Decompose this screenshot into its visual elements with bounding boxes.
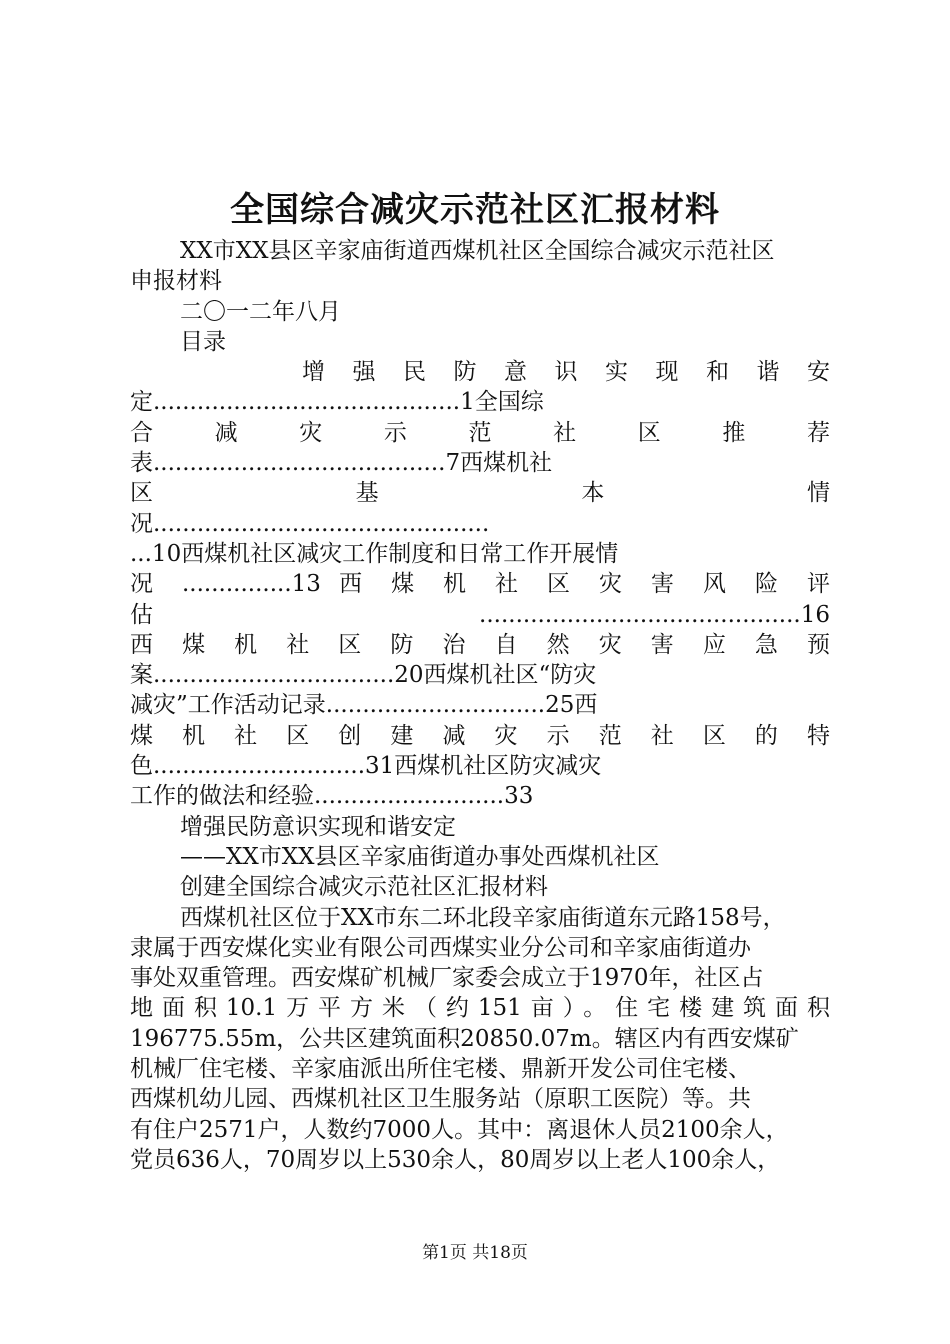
paragraph-line: 地面积10.1万平方米（约151亩）。住宅楼建筑面积 [130, 995, 830, 1022]
paragraph-line: 西煤机幼儿园、西煤机社区卫生服务站（原职工医院）等。共 [130, 1086, 751, 1113]
toc-line: 区 基 本 情 [130, 480, 830, 507]
section-subheading: ——XX市XX县区辛家庙街道办事处西煤机社区 [180, 843, 660, 870]
toc-line: 案.................................20西煤机社区“防灾 [130, 662, 597, 689]
document-title: 全国综合减灾示范社区汇报材料 [230, 190, 720, 230]
paragraph-line: 事处双重管理。西安煤矿机械厂家委会成立于1970年，社区占 [130, 965, 764, 992]
toc-line: 况.............................................. [130, 510, 490, 537]
paragraph-line: 党员636人，70周岁以上530余人，80周岁以上老人100余人， [130, 1146, 781, 1173]
text-line: XX市XX县区辛家庙街道西煤机社区全国综合减灾示范社区 [180, 238, 775, 264]
paragraph-line: 西煤机社区位于XX市东二环北段辛家庙街道东元路158号， [180, 904, 786, 931]
section-subheading: 创建全国综合减灾示范社区汇报材料 [180, 874, 548, 901]
paragraph-line: 有住户2571户，人数约7000人。其中：离退休人员2100余人， [130, 1116, 789, 1143]
toc-line: 西 煤 机 社 区 防 治 自 然 灾 害 应 急 预 [130, 631, 830, 658]
page-footer: 第1页 共18页 [422, 1243, 528, 1263]
toc-line: 合 减 灾 示 范 社 区 推 荐 [130, 419, 830, 446]
toc-line: 工作的做法和经验..........................33 [130, 783, 534, 810]
paragraph-line: 196775.55m，公共区建筑面积20850.07m。辖区内有西安煤矿 [130, 1025, 799, 1052]
document-body [130, 236, 830, 1175]
section-heading: 增强民防意识实现和谐安定 [180, 813, 456, 840]
paragraph-line: 机械厂住宅楼、辛家庙派出所住宅楼、鼎新开发公司住宅楼、 [130, 1056, 751, 1083]
toc-line: 增 强 民 防 意 识 实 现 和 谐 安 [302, 359, 830, 386]
toc-line: 煤 机 社 区 创 建 减 灾 示 范 社 区 的 特 [130, 722, 830, 749]
text-line: 二〇一二年八月 [180, 298, 341, 325]
toc-line: ...10西煤机社区减灾工作制度和日常工作开展情 [130, 540, 619, 567]
toc-line: 减灾”工作活动记录..............................25西 [130, 692, 598, 719]
paragraph-line: 隶属于西安煤化实业有限公司西煤实业分公司和辛家庙街道办 [130, 934, 751, 961]
text-line: 申报材料 [130, 268, 222, 295]
toc-line: 定..........................................1全国综 [130, 389, 544, 416]
text-line: 目录 [180, 328, 226, 355]
toc-line: 表........................................7西煤机社 [130, 450, 553, 477]
toc-line: 估 ............................................16 [130, 601, 830, 628]
toc-line: 况 ...............13 西 煤 机 社 区 灾 害 风 险 评 [130, 571, 830, 598]
toc-line: 色.............................31西煤机社区防灾减灾 [130, 753, 602, 780]
